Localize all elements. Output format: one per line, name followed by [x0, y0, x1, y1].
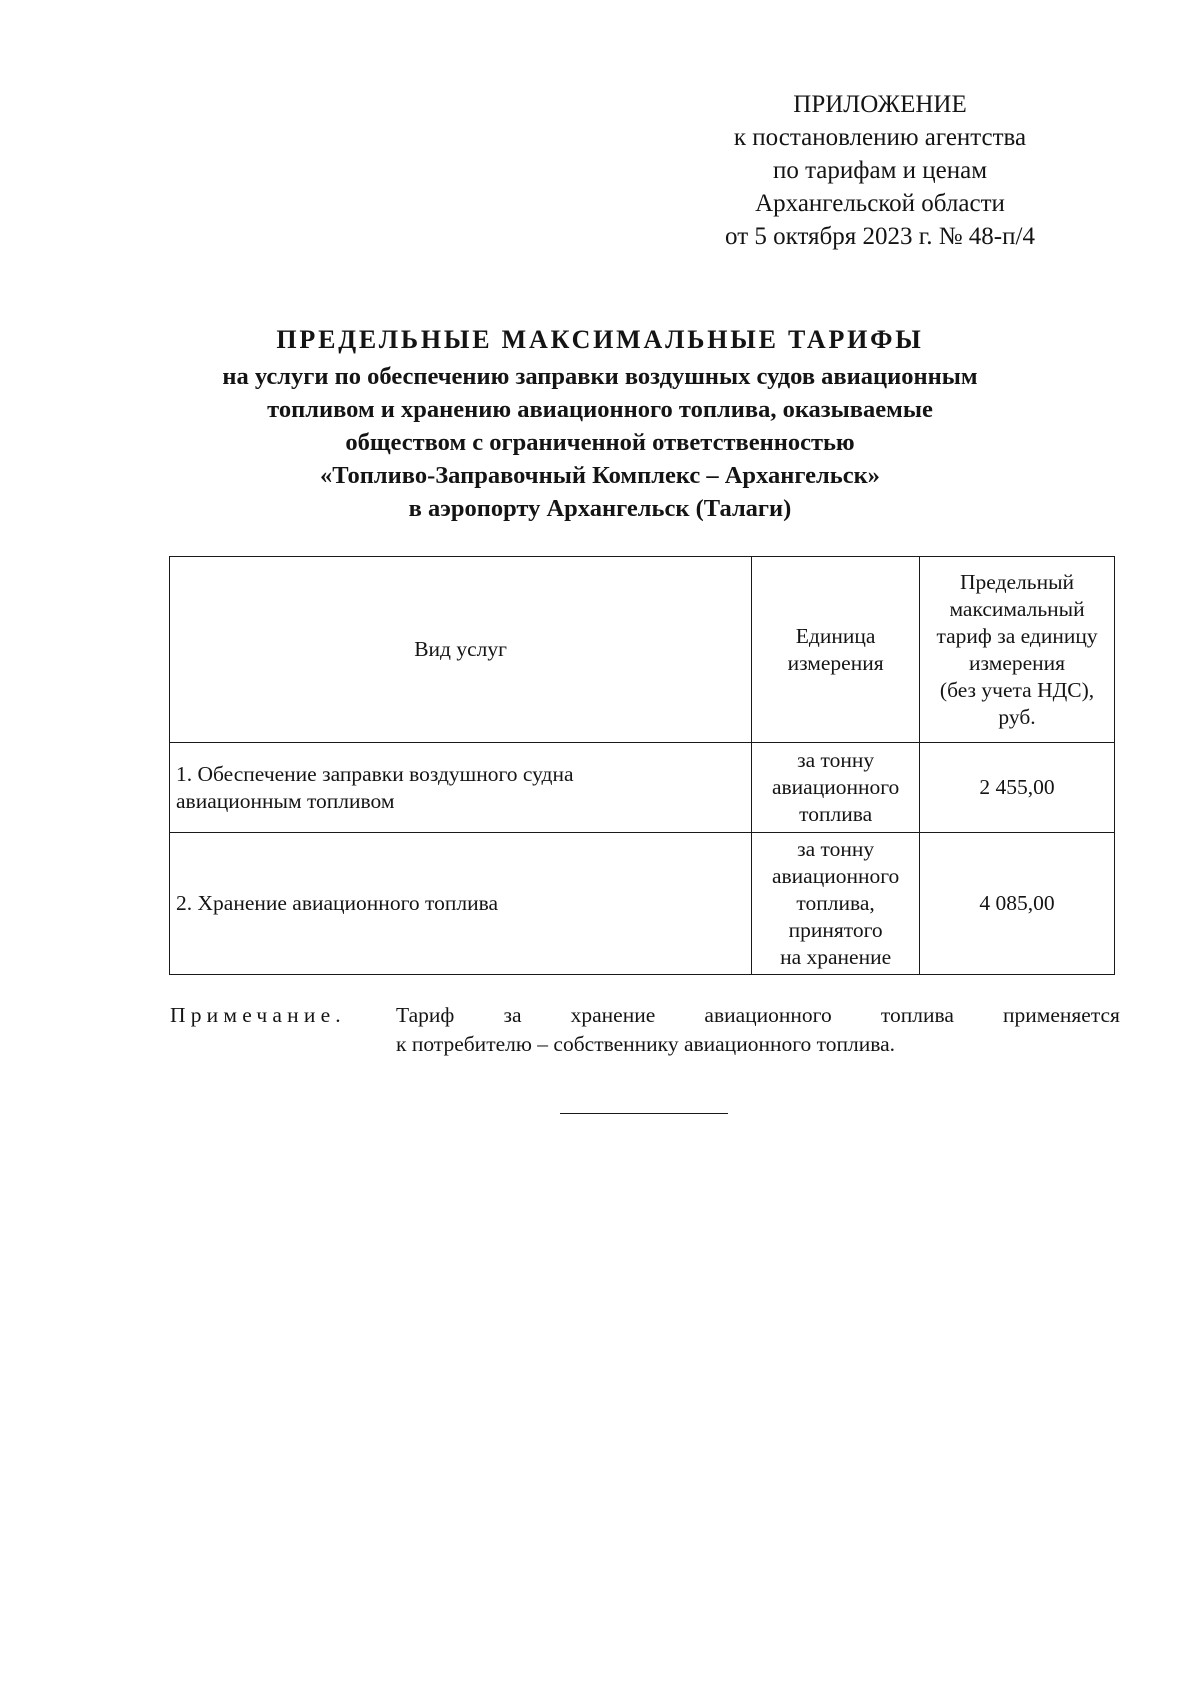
note-word: авиационного [704, 1003, 832, 1027]
cell-price: 4 085,00 [920, 833, 1115, 975]
header-price-line: руб. [998, 704, 1036, 729]
tariffs-table [169, 556, 1115, 975]
header-service: Вид услуг [170, 557, 752, 743]
table-row [170, 833, 1115, 975]
note-label: Примечание. [170, 1003, 346, 1027]
cell-unit-line: авиационного [771, 775, 900, 799]
cell-unit-line: за тонну [797, 837, 875, 861]
title-sub-line: в аэропорту Архангельск (Талаги) [408, 495, 792, 522]
table-header-row [170, 557, 1115, 743]
document-title [130, 322, 1070, 525]
cell-service-line: 1. Обеспечение заправки воздушного судна [176, 761, 574, 786]
note-line-first [396, 1001, 1120, 1030]
header-price-line: (без учета НДС), [939, 677, 1095, 702]
cell-price: 2 455,00 [920, 743, 1115, 833]
header-unit-line: измерения [787, 650, 884, 675]
title-main: ПРЕДЕЛЬНЫЕ МАКСИМАЛЬНЫЕ ТАРИФЫ [276, 325, 924, 354]
note-line-second: к потребителю – собственнику авиационного топлива. [396, 1032, 896, 1056]
cell-unit-line: за тонну [797, 748, 875, 772]
header-price-line: максимальный [949, 596, 1085, 621]
table-row [170, 743, 1115, 833]
cell-unit-line: топлива [799, 802, 873, 826]
cell-service [170, 743, 752, 833]
note-word: за [503, 1003, 522, 1027]
appendix-line: Архангельской области [755, 190, 1005, 217]
cell-unit-line: авиационного [771, 864, 900, 888]
header-price-line: Предельный [960, 569, 1075, 594]
header-unit [752, 557, 920, 743]
cell-service [170, 833, 752, 975]
header-price-line: тариф за единицу [936, 623, 1098, 648]
appendix-heading: ПРИЛОЖЕНИЕ [793, 91, 967, 118]
cell-unit [752, 833, 920, 975]
appendix-block [680, 88, 1080, 253]
header-price [920, 557, 1115, 743]
cell-unit [752, 743, 920, 833]
note-word: Тариф [396, 1003, 455, 1027]
cell-unit-line: принятого [788, 918, 883, 942]
appendix-line: к постановлению агентства [733, 124, 1027, 151]
header-price-line: измерения [969, 650, 1066, 675]
appendix-line: по тарифам и ценам [772, 157, 988, 184]
note-word: применяется [1002, 1003, 1120, 1027]
title-sub-line: обществом с ограниченной ответственностью [345, 429, 855, 456]
title-sub-line: «Топливо-Заправочный Комплекс – Архангельск» [320, 462, 880, 489]
title-sub-line: топливом и хранению авиационного топлива, оказываемые [267, 396, 933, 423]
cell-service-line: авиационным топливом [176, 788, 395, 813]
title-sub-line: на услуги по обеспечению заправки воздушных судов авиационным [222, 363, 978, 390]
note-word: хранение [570, 1003, 656, 1027]
header-unit-line: Единица [795, 623, 876, 648]
appendix-date-number: от 5 октября 2023 г. № 48-п/4 [725, 223, 1035, 250]
closing-rule [560, 1113, 728, 1114]
cell-unit-line: топлива, [796, 891, 875, 915]
cell-service-line: 2. Хранение авиационного топлива [176, 891, 498, 915]
cell-unit-line: на хранение [780, 945, 892, 969]
note-word: топлива [880, 1003, 954, 1027]
